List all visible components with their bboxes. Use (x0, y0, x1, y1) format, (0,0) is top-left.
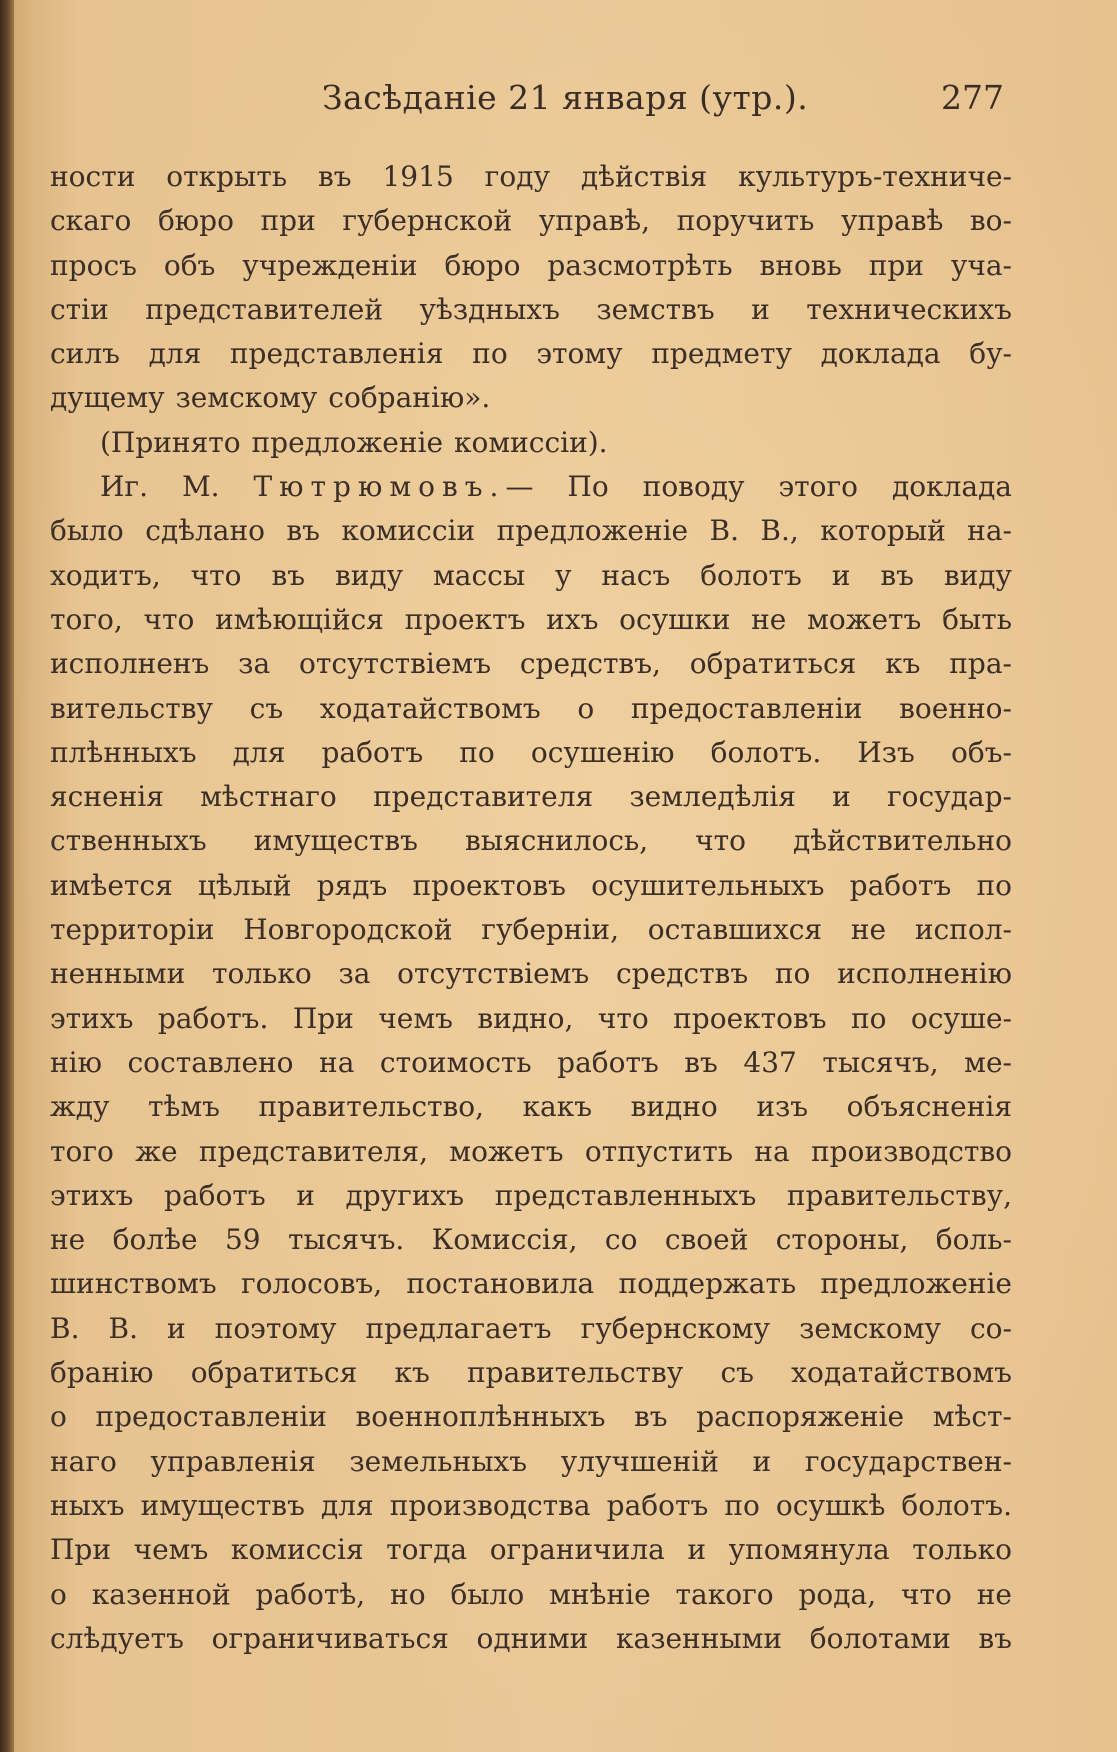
body-text (50, 155, 1012, 1661)
text-line: ственныхъ имуществъ выяснилось, что дѣйствительно (50, 824, 1012, 858)
text-line: скаго бюро при губернской управѣ, поручить управѣ во- (50, 204, 1012, 238)
speaker-initials: Иг. М. (100, 470, 220, 504)
speaker-surname: Тютрюмовъ. (253, 470, 506, 504)
text-line: не болѣе 59 тысячъ. Комиссія, со своей стороны, боль- (50, 1223, 1012, 1257)
text-line: территоріи Новгородской губерніи, оставшихся не испол- (50, 913, 1012, 947)
text-line: того же представителя, можетъ отпустить на производство (50, 1134, 1012, 1168)
text-line: ясненія мѣстнаго представителя земледѣлія и государ- (50, 780, 1012, 814)
text-line: ныхъ имуществъ для производства работъ по осушкѣ болотъ. (50, 1488, 1012, 1522)
text-line: того, что имѣющійся проектъ ихъ осушки не можетъ быть (50, 602, 1012, 636)
text-line: стіи представителей уѣздныхъ земствъ и техническихъ (50, 292, 1012, 326)
text-line: было сдѣлано въ комиссіи предложеніе В. В., который на- (50, 514, 1012, 548)
text-line: бранію обратиться къ правительству съ ходатайствомъ (50, 1356, 1012, 1390)
text-line: этихъ работъ. При чемъ видно, что проектовъ по осуше- (50, 1001, 1012, 1035)
text-line: этихъ работъ и другихъ представленныхъ правительству, (50, 1178, 1012, 1212)
text-line: плѣнныхъ для работъ по осушенію болотъ. Изъ объ- (50, 735, 1012, 769)
text-line: о казенной работѣ, но было мнѣніе такого рода, что не (50, 1577, 1012, 1611)
book-spine-shadow (0, 0, 14, 1752)
text-line: имѣется цѣлый рядъ проектовъ осушительныхъ работъ по (50, 868, 1012, 902)
text-line: ненными только за отсутствіемъ средствъ по исполненію (50, 957, 1012, 991)
text-line: дущему земскому собранію». (50, 381, 491, 415)
resolution-note: (Принято предложеніе комиссіи). (100, 425, 608, 459)
text-line: наго управленія земельныхъ улучшеній и государствен- (50, 1444, 1012, 1478)
text-line: о предоставленіи военноплѣнныхъ въ распоряженіе мѣст- (50, 1400, 1012, 1434)
text-line: жду тѣмъ правительство, какъ видно изъ объясненія (50, 1090, 1012, 1124)
text-line: вительству съ ходатайствомъ о предоставленіи военно- (50, 691, 1012, 725)
running-title: Засѣданіе 21 января (утр.). (322, 78, 809, 117)
text-line: ности открыть въ 1915 году дѣйствія культуръ-техниче- (50, 160, 1012, 193)
page-number: 277 (941, 78, 1004, 117)
text-line: просъ объ учрежденіи бюро разсмотрѣть вновь при уча- (50, 248, 1012, 282)
text-line: слѣдуетъ ограничиваться одними казенными болотами въ (50, 1621, 1012, 1655)
text-line: При чемъ комиссія тогда ограничила и упомянула только (50, 1533, 1012, 1567)
text-line: нію составлено на стоимость работъ въ 437 тысячъ, ме- (50, 1045, 1012, 1079)
text-line: В. В. и поэтому предлагаетъ губернскому земскому со- (50, 1311, 1012, 1345)
text-line: силъ для представленія по этому предмету доклада бу- (50, 337, 1012, 371)
speaker-text: — По поводу этого доклада (505, 470, 1012, 504)
text-line: ходитъ, что въ виду массы у насъ болотъ и въ виду (50, 558, 1012, 592)
speaker-line (50, 465, 1012, 509)
text-line: шинствомъ голосовъ, постановила поддержать предложеніе (50, 1267, 1012, 1301)
text-line: исполненъ за отсутствіемъ средствъ, обратиться къ пра- (50, 647, 1012, 681)
page-header (50, 78, 1010, 128)
